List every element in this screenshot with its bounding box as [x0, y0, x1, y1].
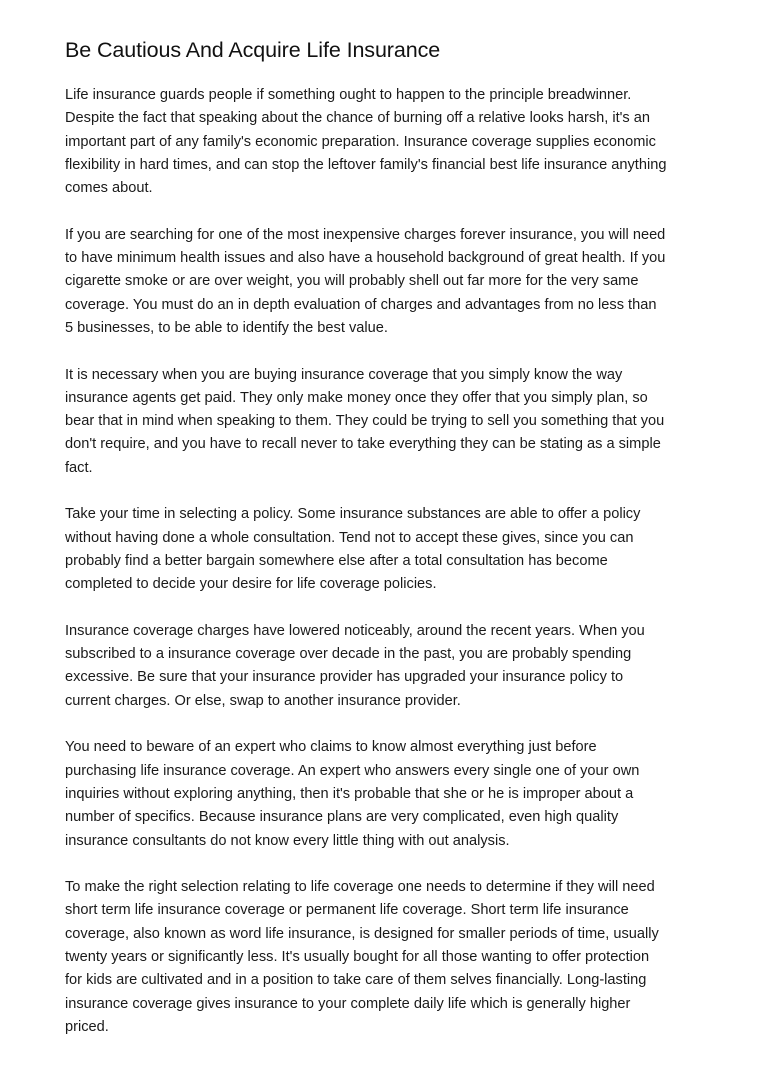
- paragraph-gap: [65, 340, 715, 363]
- paragraph-5: [65, 620, 715, 713]
- paragraph-gap: [65, 597, 715, 620]
- paragraph-4: [65, 503, 715, 596]
- text-line: to have minimum health issues and also have a household background of great health. If you: [65, 250, 666, 267]
- paragraph-gap: [65, 853, 715, 876]
- text-line: coverage. You must do an in depth evaluation of charges and advantages from no less than: [65, 296, 657, 313]
- text-line: don't require, and you have to recall never to take everything they can be stating as a simple: [65, 436, 661, 453]
- text-line: short term life insurance coverage or permanent life coverage. Short term life insurance: [65, 902, 629, 919]
- text-line: excessive. Be sure that your insurance provider has upgraded your insurance policy to: [65, 669, 624, 686]
- text-line: inquiries without exploring anything, then it's probable that she or he is improper about a: [65, 785, 634, 802]
- text-line: without having done a whole consultation. Tend not to accept these gives, since you can: [65, 529, 634, 546]
- text-line: coverage, also known as word life insurance, is designed for smaller periods of time, usually: [65, 925, 659, 942]
- text-line: purchasing life insurance coverage. An expert who answers every single one of your own: [65, 762, 640, 779]
- text-line: Despite the fact that speaking about the chance of burning off a relative looks harsh, it's an: [65, 110, 651, 127]
- text-line: flexibility in hard times, and can stop the leftover family's financial best life insurance anything: [65, 156, 667, 173]
- text-line: Insurance coverage charges have lowered noticeably, around the recent years. When you: [65, 622, 645, 639]
- text-line: cigarette smoke or are over weight, you will probably shell out far more for the very same: [65, 273, 639, 290]
- text-line: twenty years or significantly less. It's usually bought for all those wanting to offer protection: [65, 948, 650, 965]
- text-line: current charges. Or else, swap to another insurance provider.: [65, 692, 461, 709]
- text-line: comes about.: [65, 180, 153, 197]
- paragraph-gap: [65, 713, 715, 736]
- document-page: [65, 0, 715, 1039]
- document-title: Be Cautious And Acquire Life Insurance: [65, 38, 441, 62]
- text-line: 5 businesses, to be able to identify the best value.: [65, 319, 388, 336]
- text-line: It is necessary when you are buying insurance coverage that you simply know the way: [65, 366, 623, 383]
- text-line: fact.: [65, 459, 93, 476]
- paragraph-3: [65, 364, 715, 480]
- text-line: To make the right selection relating to life coverage one needs to determine if they will need: [65, 879, 655, 896]
- text-line: You need to beware of an expert who claims to know almost everything just before: [65, 739, 597, 756]
- text-line: insurance coverage gives insurance to your complete daily life which is generally higher: [65, 995, 631, 1012]
- paragraph-1: [65, 84, 715, 200]
- text-line: important part of any family's economic preparation. Insurance coverage supplies economic: [65, 133, 656, 150]
- paragraph-gap: [65, 200, 715, 223]
- text-line: Take your time in selecting a policy. Some insurance substances are able to offer a policy: [65, 506, 641, 523]
- paragraph-2: [65, 224, 715, 340]
- text-line: Life insurance guards people if something ought to happen to the principle breadwinner.: [65, 87, 632, 103]
- text-line: priced.: [65, 1018, 109, 1035]
- text-line: subscribed to a insurance coverage over decade in the past, you are probably spending: [65, 646, 632, 663]
- text-line: insurance consultants do not know every little thing with out analysis.: [65, 832, 510, 849]
- text-line: number of specifics. Because insurance plans are very complicated, even high quality: [65, 809, 619, 826]
- text-line: insurance agents get paid. They only make money once they offer that you simply plan, so: [65, 389, 648, 406]
- paragraph-6: [65, 736, 715, 852]
- text-line: for kids are cultivated and in a position to take care of them selves financially. Long-lasting: [65, 972, 647, 989]
- text-line: If you are searching for one of the most inexpensive charges forever insurance, you will need: [65, 226, 666, 243]
- text-line: bear that in mind when speaking to them. They could be trying to sell you something that you: [65, 413, 665, 430]
- text-line: completed to decide your desire for life coverage policies.: [65, 576, 437, 593]
- text-line: probably find a better bargain somewhere else after a total consultation has become: [65, 552, 608, 569]
- paragraph-7: [65, 876, 715, 1039]
- paragraph-gap: [65, 480, 715, 503]
